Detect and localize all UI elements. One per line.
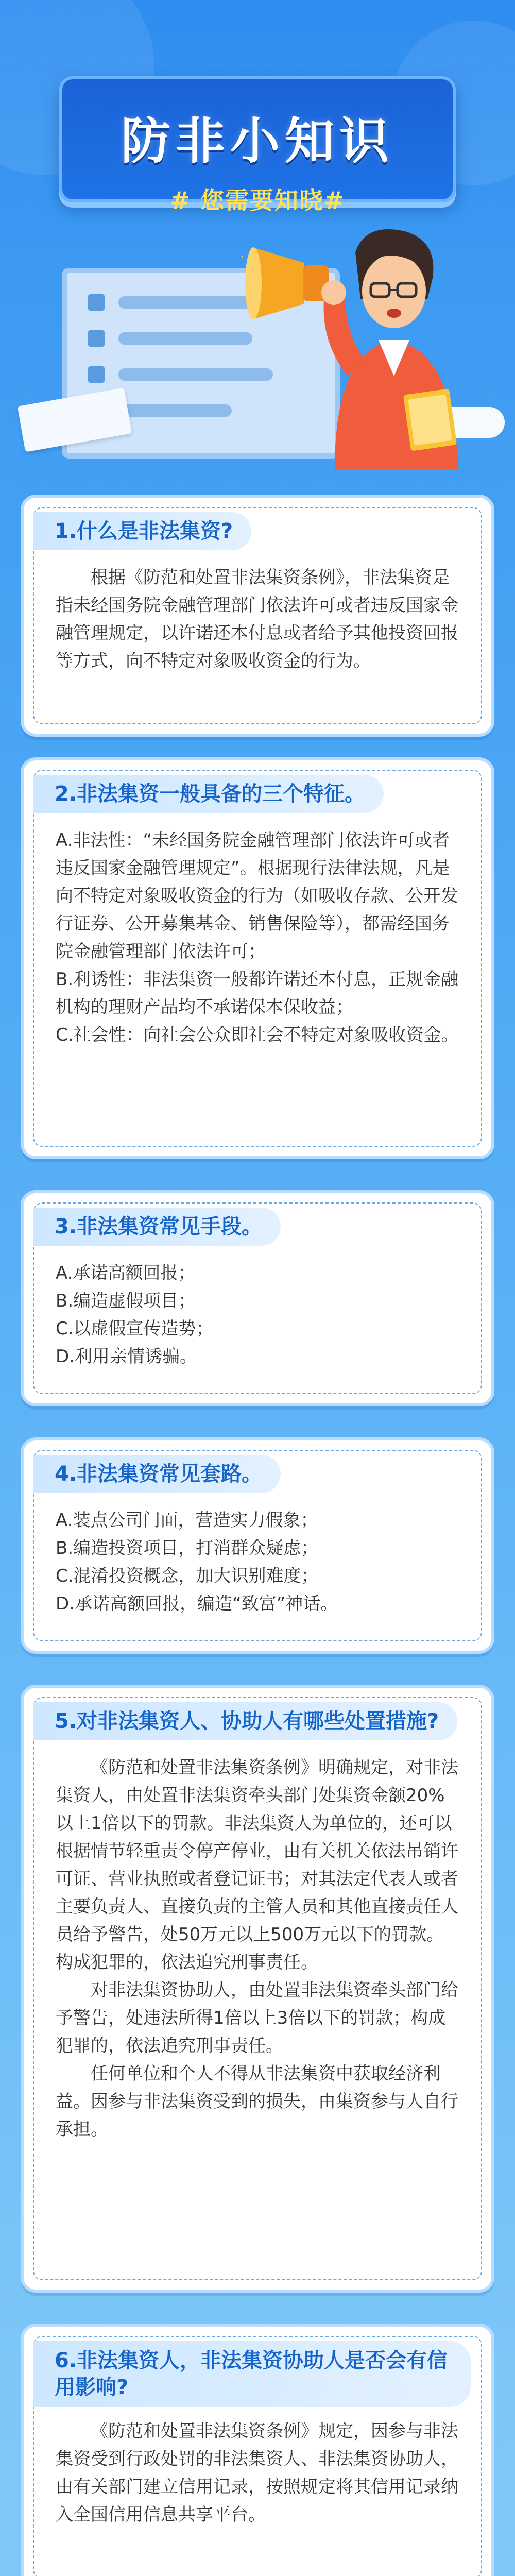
list-item: A.承诺高额回报； — [56, 1263, 196, 1283]
paragraph: 《防范和处置非法集资条例》规定，因参与非法集资受到行政处罚的非法集资人、非法集资协助人，由有关部门建立信用记录，按照规定将其信用记录纳入全国信用信息共享平台。 — [56, 2421, 458, 2525]
section-title: 1.什么是非法集资? — [33, 512, 251, 550]
paragraph: 根据《防范和处置非法集资条例》，非法集资是指未经国务院金融管理部门依法许可或者违反国家金融管理规定，以许诺还本付息或者给予其他投资回报等方式，向不特定对象吸收资金的行为。 — [56, 567, 458, 671]
hero-illustration — [0, 0, 515, 469]
section-title: 6.非法集资人，非法集资协助人是否会有信用影响? — [33, 2341, 471, 2407]
person-illustration — [288, 222, 494, 469]
section-body — [56, 564, 459, 675]
page-subtitle: # 您需要知晓# — [170, 187, 345, 214]
page-title: 防非小知识 — [121, 112, 394, 170]
section-body — [56, 1259, 459, 1370]
list-item: B.编造投资项目，打消群众疑虑； — [56, 1538, 319, 1558]
paragraph: 对非法集资协助人，由处置非法集资牵头部门给予警告，处违法所得1倍以上3倍以下的罚款；构成犯罪的，依法追究刑事责任。 — [56, 1980, 458, 2056]
section-common-tricks — [21, 1437, 494, 1654]
list-item: B.编造虚假项目； — [56, 1291, 196, 1311]
list-item: C.社会性：向社会公众即社会不特定对象吸收资金。 — [56, 1025, 459, 1045]
list-item: D.利用亲情诱骗。 — [56, 1346, 197, 1367]
list-item: C.以虚假宣传造势； — [56, 1318, 214, 1339]
list-item: B.利诱性：非法集资一般都许诺还本付息，正规金融机构的理财产品均不承诺保本保收益； — [56, 969, 459, 1018]
section-three-features — [21, 757, 494, 1159]
section-what-is-illegal-fundraising — [21, 495, 494, 737]
list-item: C.混淆投资概念，加大识别难度； — [56, 1566, 319, 1586]
section-title: 4.非法集资常见套路。 — [33, 1455, 281, 1493]
paragraph: 任何单位和个人不得从非法集资中获取经济利益。因参与非法集资受到的损失，由集资参与人自行承担。 — [56, 2063, 458, 2140]
section-body — [56, 1754, 459, 2143]
list-item: A.非法性：“未经国务院金融管理部门依法许可或者违反国家金融管理规定”。根据现行法律法规，凡是向不特定对象吸收资金的行为（如吸收存款、公开发行证券、公开募集基金、销售保险等），都需经国务院金融管理部门依法许可； — [56, 830, 458, 962]
paragraph: 《防范和处置非法集资条例》明确规定，对非法集资人，由处置非法集资牵头部门处集资金额20%以上1倍以下的罚款。非法集资人为单位的，还可以根据情节轻重责令停产停业，由有关机关依法吊销许可证、营业执照或者登记证书；对其法定代表人或者主要负责人、直接负责的主管人员和其他直接责任人员给予警告，处50万元以上500万元以下的罚款。构成犯罪的，依法追究刑事责任。 — [56, 1757, 458, 1973]
section-body — [56, 826, 459, 1049]
section-credit-impact — [21, 2324, 494, 2576]
section-penalty-measures — [21, 1685, 494, 2293]
list-item: A.装点公司门面，营造实力假象； — [56, 1510, 318, 1531]
section-body — [56, 2417, 459, 2529]
section-body — [56, 1506, 459, 1618]
section-common-methods — [21, 1190, 494, 1406]
section-title: 2.非法集资一般具备的三个特征。 — [33, 775, 384, 813]
section-title: 3.非法集资常见手段。 — [33, 1208, 281, 1246]
title-banner — [59, 76, 456, 214]
list-item: D.承诺高额回报，编造“致富”神话。 — [56, 1594, 338, 1614]
section-title: 5.对非法集资人、协助人有哪些处置措施? — [33, 1702, 457, 1740]
